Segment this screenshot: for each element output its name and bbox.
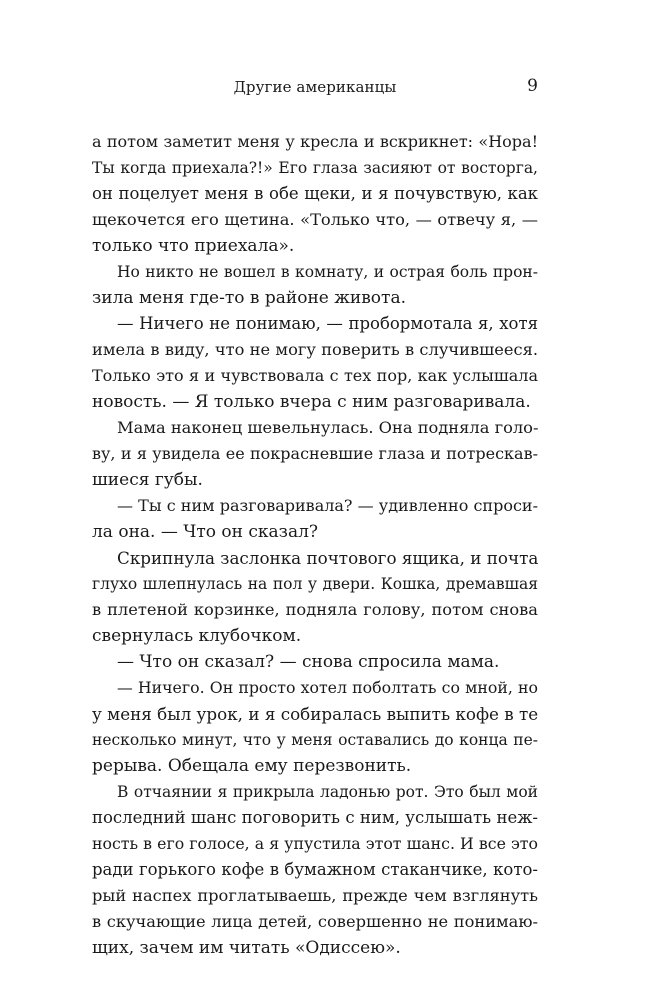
text-line: ность в его голосе, а я упустила этот шанс. И все это (92, 834, 538, 853)
running-head (92, 78, 538, 102)
text-line: зила меня где-то в районе живота. (92, 288, 406, 308)
text-line: щекочется его щетина. «Только что, — отвечу я, — (92, 210, 538, 229)
text-line: глухо шлепнулась на пол у двери. Кошка, дремавшая (92, 575, 538, 593)
text-line: ла она. — Что он сказал? (92, 522, 319, 542)
text-line: имела в виду, что не могу поверить в случившееся. (92, 340, 538, 359)
text-line: Ты когда приехала?!» Его глаза засияют от восторга, (92, 159, 538, 177)
text-line: рерыва. Обещала ему перезвонить. (92, 756, 412, 776)
text-line: Но никто не вошел в комнату, и острая боль прон- (117, 263, 538, 281)
text-line: — Ты с ним разговаривала? — удивленно спроси- (117, 496, 538, 515)
text-line: В отчаянии я прикрыла ладонью рот. Это был мой (117, 783, 538, 801)
text-line: новость. — Я только вчера с ним разговаривала. (92, 392, 531, 412)
text-line: Скрипнула заслонка почтового ящика, и почта (117, 548, 538, 568)
text-line: — Ничего. Он просто хотел поболтать со мной, но (117, 678, 538, 697)
text-line: Мама наконец шевельнулась. Она подняла голо- (117, 418, 538, 437)
page-number: 9 (527, 76, 538, 96)
text-line: только что приехала». (92, 236, 295, 256)
body-text (92, 129, 538, 961)
text-line: несколько минут, что у меня оставались до конца пе- (92, 731, 538, 749)
text-line: свернулась клубочком. (92, 626, 302, 646)
text-line: он поцелует меня в обе щеки, и я почувствую, как (92, 184, 538, 203)
text-line: рый наспех проглатываешь, прежде чем взглянуть (92, 886, 538, 905)
text-line: шиеся губы. (92, 470, 203, 490)
text-line: Только это я и чувствовала с тех пор, как услышала (92, 366, 538, 385)
text-line: ради горького кофе в бумажном стаканчике, кото- (92, 860, 538, 879)
text-line: у меня был урок, и я собиралась выпить кофе в те (92, 704, 538, 724)
text-line: последний шанс поговорить с ним, услышать неж- (92, 808, 538, 827)
text-line: — Ничего не понимаю, — пробормотала я, хотя (117, 314, 538, 333)
text-line: ву, и я увидела ее покрасневшие глаза и потрескав- (92, 444, 538, 463)
text-line: — Что он сказал? — снова спросила мама. (117, 652, 500, 672)
text-line: а потом заметит меня у кресла и вскрикнет: «Нора! (92, 132, 538, 151)
running-title: Другие американцы (233, 78, 397, 96)
text-line: щих, зачем им читать «Одиссею». (92, 938, 401, 958)
text-line: в плетеной корзинке, подняла голову, потом снова (92, 600, 538, 619)
text-line: в скучающие лица детей, совершенно не понимаю- (92, 912, 538, 931)
